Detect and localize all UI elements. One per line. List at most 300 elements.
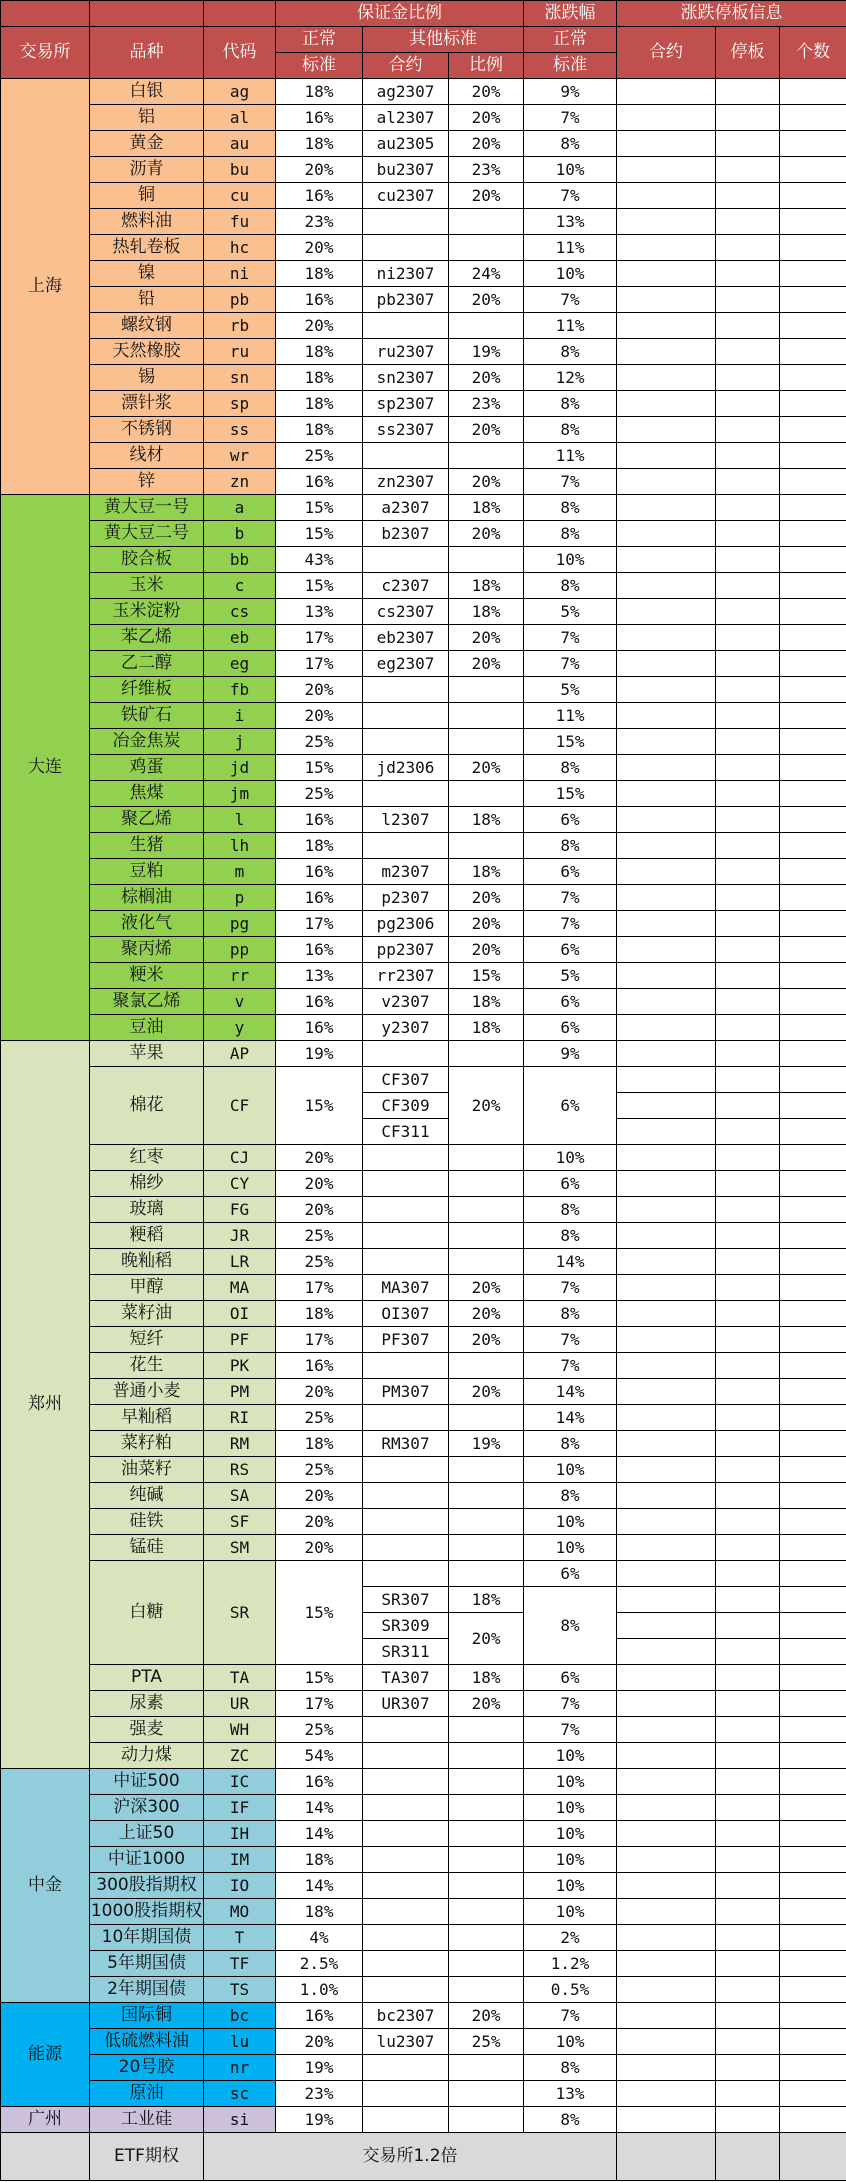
other-contract	[363, 1821, 449, 1847]
other-ratio	[449, 1977, 524, 2003]
variety-code: cs	[204, 599, 276, 625]
limit-halt-cell	[716, 781, 780, 807]
limit-halt-cell	[716, 391, 780, 417]
limit-halt-cell	[716, 703, 780, 729]
limit-standard: 11%	[524, 235, 617, 261]
limit-contract-cell	[617, 1145, 716, 1171]
other-ratio	[449, 781, 524, 807]
other-ratio	[449, 1873, 524, 1899]
limit-halt-cell	[716, 1041, 780, 1067]
other-ratio: 15%	[449, 963, 524, 989]
limit-standard: 1.2%	[524, 1951, 617, 1977]
table-row	[1, 859, 846, 885]
limit-halt-cell	[716, 157, 780, 183]
limit-count-cell	[780, 443, 846, 469]
other-contract	[363, 1197, 449, 1223]
limit-contract-cell	[617, 209, 716, 235]
limit-halt-cell	[716, 261, 780, 287]
variety-code: SM	[204, 1535, 276, 1561]
limit-contract-cell	[617, 2003, 716, 2029]
variety-code: wr	[204, 443, 276, 469]
limit-count-cell	[780, 677, 846, 703]
variety-code: TS	[204, 1977, 276, 2003]
margin-standard: 17%	[276, 1275, 363, 1301]
limit-count-cell	[780, 1379, 846, 1405]
footer-note: 交易所1.2倍	[204, 2133, 617, 2181]
exchange-name: 郑州	[1, 1041, 90, 1769]
other-ratio	[449, 1457, 524, 1483]
limit-standard: 10%	[524, 1509, 617, 1535]
margin-standard: 18%	[276, 1431, 363, 1457]
limit-halt-cell	[716, 625, 780, 651]
limit-halt-cell	[716, 1509, 780, 1535]
margin-standard: 18%	[276, 339, 363, 365]
variety-name: 10年期国债	[90, 1925, 204, 1951]
variety-code: jd	[204, 755, 276, 781]
other-contract	[363, 443, 449, 469]
header-margin-ratio: 保证金比例	[276, 1, 524, 27]
variety-name: 玻璃	[90, 1197, 204, 1223]
variety-name: 胶合板	[90, 547, 204, 573]
limit-count-cell	[780, 833, 846, 859]
other-ratio	[449, 1925, 524, 1951]
limit-standard: 10%	[524, 1899, 617, 1925]
limit-contract-cell	[617, 885, 716, 911]
variety-code: RS	[204, 1457, 276, 1483]
limit-contract-cell	[617, 1873, 716, 1899]
variety-name: 铅	[90, 287, 204, 313]
limit-count-cell	[780, 1847, 846, 1873]
limit-halt-cell	[716, 911, 780, 937]
variety-name: 玉米	[90, 573, 204, 599]
limit-contract-cell	[617, 521, 716, 547]
other-contract: rr2307	[363, 963, 449, 989]
limit-contract-cell	[617, 1119, 716, 1145]
other-contract: CF311	[363, 1119, 449, 1145]
header-price-limit: 涨跌幅	[524, 1, 617, 27]
limit-halt-cell	[716, 1379, 780, 1405]
variety-name: 聚丙烯	[90, 937, 204, 963]
margin-standard: 15%	[276, 521, 363, 547]
variety-name: 20号胶	[90, 2055, 204, 2081]
other-ratio: 18%	[449, 989, 524, 1015]
table-row	[1, 1795, 846, 1821]
other-ratio	[449, 235, 524, 261]
other-contract: lu2307	[363, 2029, 449, 2055]
limit-contract-cell	[617, 131, 716, 157]
margin-standard: 19%	[276, 2055, 363, 2081]
limit-standard: 7%	[524, 885, 617, 911]
limit-count-cell	[780, 1093, 846, 1119]
other-ratio: 20%	[449, 1301, 524, 1327]
limit-contract-cell	[617, 1665, 716, 1691]
exchange-name: 中金	[1, 1769, 90, 2003]
other-contract: v2307	[363, 989, 449, 1015]
other-ratio	[449, 313, 524, 339]
table-row	[1, 1769, 846, 1795]
limit-contract-cell	[617, 1899, 716, 1925]
limit-halt-cell	[716, 1197, 780, 1223]
variety-name: 铝	[90, 105, 204, 131]
margin-standard: 16%	[276, 1353, 363, 1379]
limit-count-cell	[780, 391, 846, 417]
other-contract	[363, 677, 449, 703]
limit-contract-cell	[617, 1093, 716, 1119]
limit-count-cell	[780, 209, 846, 235]
limit-halt-cell	[716, 989, 780, 1015]
other-contract	[363, 1041, 449, 1067]
limit-count-cell	[780, 729, 846, 755]
variety-code: UR	[204, 1691, 276, 1717]
exchange-name: 上海	[1, 79, 90, 495]
variety-name: 普通小麦	[90, 1379, 204, 1405]
table-row	[1, 781, 846, 807]
margin-standard: 17%	[276, 625, 363, 651]
other-contract	[363, 547, 449, 573]
variety-name: 强麦	[90, 1717, 204, 1743]
limit-standard: 8%	[524, 573, 617, 599]
table-row	[1, 339, 846, 365]
limit-halt-cell	[716, 1899, 780, 1925]
variety-name: 冶金焦炭	[90, 729, 204, 755]
limit-halt-cell	[716, 2029, 780, 2055]
variety-code: au	[204, 131, 276, 157]
header-limit-info: 涨跌停板信息	[617, 1, 846, 27]
variety-code: JR	[204, 1223, 276, 1249]
other-ratio: 20%	[449, 469, 524, 495]
variety-name: 花生	[90, 1353, 204, 1379]
variety-name: 锡	[90, 365, 204, 391]
other-contract: l2307	[363, 807, 449, 833]
limit-halt-cell	[716, 859, 780, 885]
table-row	[1, 1821, 846, 1847]
other-contract	[363, 1483, 449, 1509]
variety-name: 1000股指期权	[90, 1899, 204, 1925]
variety-name: 2年期国债	[90, 1977, 204, 2003]
variety-name: 镍	[90, 261, 204, 287]
limit-standard: 7%	[524, 651, 617, 677]
limit-standard: 8%	[524, 1431, 617, 1457]
margin-standard: 16%	[276, 183, 363, 209]
limit-halt-cell	[716, 573, 780, 599]
variety-name: 苹果	[90, 1041, 204, 1067]
limit-halt-cell	[716, 651, 780, 677]
limit-halt-cell	[716, 469, 780, 495]
limit-standard: 6%	[524, 1015, 617, 1041]
margin-standard: 20%	[276, 1379, 363, 1405]
limit-contract-cell	[617, 339, 716, 365]
variety-name: 5年期国债	[90, 1951, 204, 1977]
variety-code: ni	[204, 261, 276, 287]
header-row-1	[1, 1, 846, 27]
variety-name: 原油	[90, 2081, 204, 2107]
margin-standard: 20%	[276, 2029, 363, 2055]
margin-standard: 16%	[276, 807, 363, 833]
limit-count-cell	[780, 2055, 846, 2081]
limit-contract-cell	[617, 937, 716, 963]
limit-count-cell	[780, 1431, 846, 1457]
limit-halt-cell	[716, 1301, 780, 1327]
table-row	[1, 599, 846, 625]
variety-name: 聚氯乙烯	[90, 989, 204, 1015]
limit-standard: 11%	[524, 443, 617, 469]
limit-halt-cell	[716, 1145, 780, 1171]
variety-code: PM	[204, 1379, 276, 1405]
limit-contract-cell	[617, 1405, 716, 1431]
limit-count-cell	[780, 703, 846, 729]
other-ratio: 18%	[449, 1587, 524, 1613]
variety-name: 短纤	[90, 1327, 204, 1353]
variety-name: 沥青	[90, 157, 204, 183]
footer-blank-count	[780, 2133, 846, 2181]
limit-contract-cell	[617, 495, 716, 521]
limit-standard: 10%	[524, 1535, 617, 1561]
other-contract	[363, 1717, 449, 1743]
limit-count-cell	[780, 1821, 846, 1847]
margin-standard: 54%	[276, 1743, 363, 1769]
limit-standard: 7%	[524, 287, 617, 313]
variety-code: si	[204, 2107, 276, 2133]
table-row	[1, 573, 846, 599]
limit-halt-cell	[716, 1821, 780, 1847]
margin-standard: 18%	[276, 131, 363, 157]
other-ratio	[449, 443, 524, 469]
limit-count-cell	[780, 1665, 846, 1691]
variety-code: AP	[204, 1041, 276, 1067]
variety-code: SF	[204, 1509, 276, 1535]
variety-name: 工业硅	[90, 2107, 204, 2133]
limit-contract-cell	[617, 1717, 716, 1743]
limit-standard: 8%	[524, 391, 617, 417]
margin-standard: 17%	[276, 1691, 363, 1717]
limit-contract-cell	[617, 2055, 716, 2081]
table-row	[1, 833, 846, 859]
header-standard: 标准	[276, 53, 363, 79]
table-row	[1, 157, 846, 183]
limit-standard: 11%	[524, 313, 617, 339]
table-row	[1, 443, 846, 469]
margin-standard: 16%	[276, 1015, 363, 1041]
limit-count-cell	[780, 1353, 846, 1379]
limit-standard: 8%	[524, 521, 617, 547]
limit-halt-cell	[716, 365, 780, 391]
margin-standard: 18%	[276, 391, 363, 417]
limit-contract-cell	[617, 183, 716, 209]
margin-standard: 14%	[276, 1873, 363, 1899]
variety-name: 沪深300	[90, 1795, 204, 1821]
variety-code: IM	[204, 1847, 276, 1873]
other-ratio: 18%	[449, 599, 524, 625]
limit-standard: 10%	[524, 1457, 617, 1483]
other-contract	[363, 313, 449, 339]
variety-name: 白糖	[90, 1561, 204, 1665]
header-contract: 合约	[363, 53, 449, 79]
limit-halt-cell	[716, 1119, 780, 1145]
margin-standard: 18%	[276, 1301, 363, 1327]
limit-standard: 7%	[524, 1691, 617, 1717]
variety-code: fu	[204, 209, 276, 235]
other-ratio: 25%	[449, 2029, 524, 2055]
limit-contract-cell	[617, 1925, 716, 1951]
table-row	[1, 79, 846, 105]
header-row-2	[1, 27, 846, 53]
limit-count-cell	[780, 105, 846, 131]
limit-standard: 8%	[524, 1301, 617, 1327]
other-ratio	[449, 1353, 524, 1379]
table-row	[1, 1327, 846, 1353]
limit-count-cell	[780, 885, 846, 911]
limit-halt-cell	[716, 1977, 780, 2003]
limit-halt-cell	[716, 1665, 780, 1691]
variety-name: 天然橡胶	[90, 339, 204, 365]
limit-standard: 7%	[524, 625, 617, 651]
limit-halt-cell	[716, 1587, 780, 1613]
limit-standard: 8%	[524, 2107, 617, 2133]
limit-contract-cell	[617, 391, 716, 417]
limit-contract-cell	[617, 313, 716, 339]
variety-code: PF	[204, 1327, 276, 1353]
other-contract: SR311	[363, 1639, 449, 1665]
variety-name: 铁矿石	[90, 703, 204, 729]
limit-contract-cell	[617, 1067, 716, 1093]
limit-standard: 6%	[524, 1561, 617, 1587]
limit-count-cell	[780, 2029, 846, 2055]
other-ratio: 20%	[449, 417, 524, 443]
table-row	[1, 287, 846, 313]
limit-standard: 6%	[524, 937, 617, 963]
table-row	[1, 1925, 846, 1951]
variety-code: sn	[204, 365, 276, 391]
limit-count-cell	[780, 1171, 846, 1197]
variety-code: sp	[204, 391, 276, 417]
variety-code: MO	[204, 1899, 276, 1925]
limit-halt-cell	[716, 1067, 780, 1093]
other-contract: ag2307	[363, 79, 449, 105]
margin-standard: 17%	[276, 1327, 363, 1353]
margin-standard: 23%	[276, 209, 363, 235]
variety-code: ru	[204, 339, 276, 365]
variety-name: 棉花	[90, 1067, 204, 1145]
other-contract	[363, 1873, 449, 1899]
limit-contract-cell	[617, 1743, 716, 1769]
variety-code: RI	[204, 1405, 276, 1431]
table-row	[1, 2081, 846, 2107]
table-row	[1, 651, 846, 677]
limit-standard: 6%	[524, 1171, 617, 1197]
other-contract	[363, 781, 449, 807]
margin-standard: 13%	[276, 963, 363, 989]
limit-halt-cell	[716, 1249, 780, 1275]
limit-halt-cell	[716, 599, 780, 625]
limit-count-cell	[780, 755, 846, 781]
other-ratio	[449, 1041, 524, 1067]
limit-standard: 5%	[524, 677, 617, 703]
variety-code: sc	[204, 2081, 276, 2107]
limit-count-cell	[780, 859, 846, 885]
variety-name: 铜	[90, 183, 204, 209]
other-ratio: 20%	[449, 755, 524, 781]
other-contract	[363, 1847, 449, 1873]
limit-count-cell	[780, 417, 846, 443]
margin-standard: 20%	[276, 1483, 363, 1509]
limit-standard: 10%	[524, 1847, 617, 1873]
variety-code: CF	[204, 1067, 276, 1145]
variety-code: m	[204, 859, 276, 885]
other-contract: OI307	[363, 1301, 449, 1327]
limit-count-cell	[780, 157, 846, 183]
variety-name: 粳米	[90, 963, 204, 989]
other-ratio: 20%	[449, 1275, 524, 1301]
limit-contract-cell	[617, 1613, 716, 1639]
other-contract: y2307	[363, 1015, 449, 1041]
variety-code: pg	[204, 911, 276, 937]
variety-code: ss	[204, 417, 276, 443]
limit-contract-cell	[617, 625, 716, 651]
variety-code: CY	[204, 1171, 276, 1197]
margin-standard: 18%	[276, 417, 363, 443]
other-contract	[363, 209, 449, 235]
margin-standard: 25%	[276, 729, 363, 755]
other-ratio: 19%	[449, 1431, 524, 1457]
header-exchange: 交易所	[1, 27, 90, 79]
table-row	[1, 625, 846, 651]
limit-standard: 13%	[524, 2081, 617, 2107]
other-contract	[363, 1171, 449, 1197]
table-row	[1, 1951, 846, 1977]
header-standard-limit: 标准	[524, 53, 617, 79]
margin-standard: 18%	[276, 79, 363, 105]
other-contract: c2307	[363, 573, 449, 599]
other-ratio: 24%	[449, 261, 524, 287]
other-contract	[363, 729, 449, 755]
variety-code: CJ	[204, 1145, 276, 1171]
variety-name: 锰硅	[90, 1535, 204, 1561]
limit-count-cell	[780, 1795, 846, 1821]
limit-contract-cell	[617, 1795, 716, 1821]
other-contract	[363, 1249, 449, 1275]
variety-name: 纯碱	[90, 1483, 204, 1509]
other-contract: sn2307	[363, 365, 449, 391]
margin-standard: 16%	[276, 937, 363, 963]
other-ratio: 20%	[449, 1067, 524, 1145]
limit-contract-cell	[617, 755, 716, 781]
other-contract: PM307	[363, 1379, 449, 1405]
limit-halt-cell	[716, 417, 780, 443]
other-ratio	[449, 1145, 524, 1171]
limit-halt-cell	[716, 1223, 780, 1249]
table-row	[1, 729, 846, 755]
limit-halt-cell	[716, 443, 780, 469]
limit-count-cell	[780, 1301, 846, 1327]
limit-count-cell	[780, 1535, 846, 1561]
other-contract	[363, 1457, 449, 1483]
limit-contract-cell	[617, 677, 716, 703]
limit-count-cell	[780, 937, 846, 963]
other-contract	[363, 2081, 449, 2107]
limit-count-cell	[780, 1977, 846, 2003]
margin-standard: 13%	[276, 599, 363, 625]
other-ratio: 19%	[449, 339, 524, 365]
margin-standard: 16%	[276, 885, 363, 911]
margin-standard: 18%	[276, 833, 363, 859]
limit-halt-cell	[716, 1561, 780, 1587]
variety-code: cu	[204, 183, 276, 209]
limit-halt-cell	[716, 1327, 780, 1353]
other-contract: PF307	[363, 1327, 449, 1353]
other-contract	[363, 1795, 449, 1821]
limit-count-cell	[780, 365, 846, 391]
limit-contract-cell	[617, 1223, 716, 1249]
